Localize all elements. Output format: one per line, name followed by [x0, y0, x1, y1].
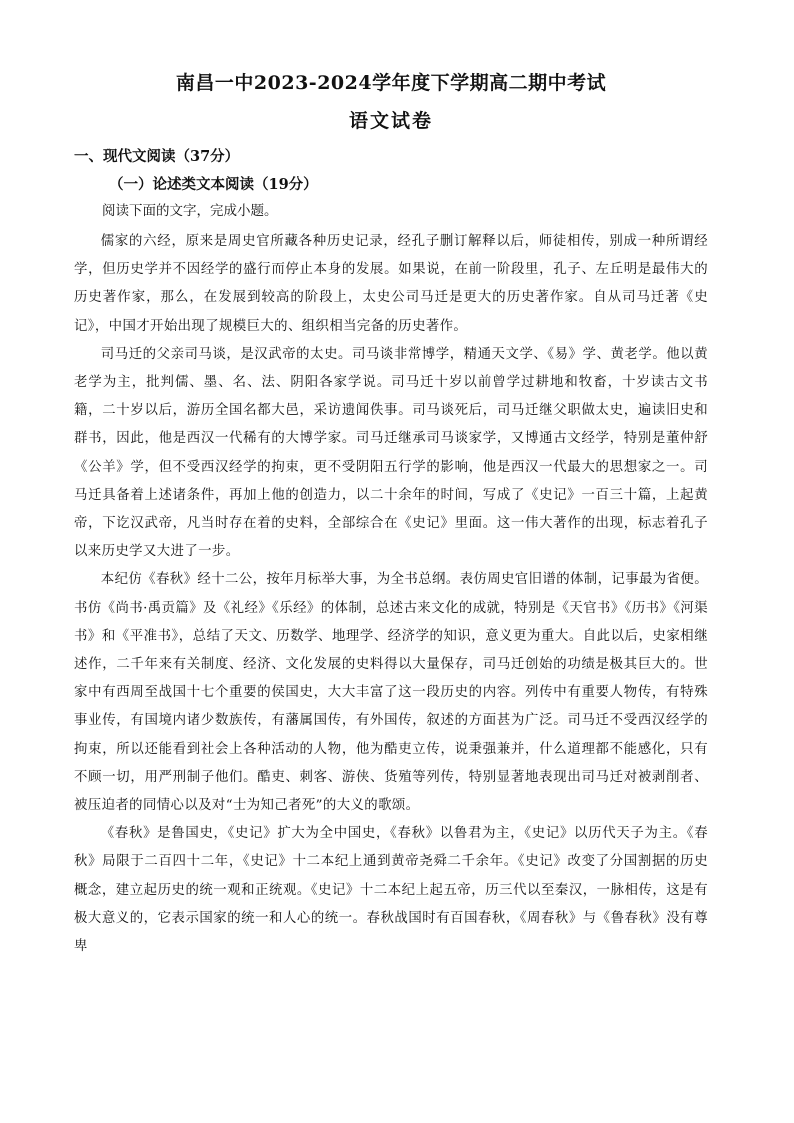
passage-paragraph-1: 儒家的六经，原来是周史官所藏各种历史记录，经孔子删订解释以后，师徒相传，别成一种所谓经学，但历史学并不因经学的盛行而停止本身的发展。如果说，在前一阶段里，孔子、左丘明是最伟大的历史著作家，那么，在发展到较高的阶段上，太史公司马迁是更大的历史著作家。自从司马迁著《史记》，中国才开始出现了规模巨大的、组织相当完备的历史著作。 — [74, 234, 708, 334]
exam-title: 南昌一中2023-2024学年度下学期高二期中考试 — [175, 72, 607, 94]
exam-subtitle: 语文试卷 — [348, 110, 433, 132]
subsection-heading: （一）论述类文本阅读（19分） — [109, 176, 318, 193]
passage-paragraph-2: 司马迁的父亲司马谈，是汉武帝的太史。司马谈非常博学，精通天文学、《易》学、黄老学。他以黄老学为主，批判儒、墨、名、法、阴阳各家学说。司马迁十岁以前曾学过耕地和牧畜，十岁读古文书籍，二十岁以后，游历全国名都大邑，采访遗闻佚事。司马谈死后，司马迁继父职做太史，遍读旧史和群书，因此，他是西汉一代稀有的大博学家。司马迁继承司马谈家学，又博通古文经学，特别是董仲舒《公羊》学，但不受西汉经学的拘束，更不受阴阳五行学的影响，他是西汉一代最大的思想家之一。司马迁具备着上述诸条件，再加上他的创造力，以二十余年的时间，写成了《史记》一百三十篇，上起黄帝，下讫汉武帝，凡当时存在着的史料，全部综合在《史记》里面。这一伟大著作的出现，标志着孔子以来历史学又大进了一步。 — [74, 346, 708, 560]
reading-instruction: 阅读下面的文字，完成小题。 — [102, 203, 278, 219]
passage-paragraph-3: 本纪仿《春秋》经十二公，按年月标举大事，为全书总纲。表仿周史官旧谱的体制，记事最为省便。书仿《尚书·禹贡篇》及《礼经》《乐经》的体制，总述古来文化的成就，特别是《天官书》《历书》《河渠书》和《平准书》，总结了天文、历数学、地理学、经济学的知识，意义更为重大。自此以后，史家相继述作，二千年来有关制度、经济、文化发展的史料得以大量保存，司马迁创始的功绩是极其巨大的。世家中有西周至战国十七个重要的侯国史，大大丰富了这一段历史的内容。列传中有重要人物传，有特殊事业传，有国境内诸少数族传，有藩属国传，有外国传，叙述的方面甚为广泛。司马迁不受西汉经学的拘束，所以还能看到社会上各种活动的人物，他为酷吏立传，说秉强兼并，什么道理都不能感化，只有不顾一切，用严刑制子他们。酷吏、刺客、游侠、货殖等列传，特别显著地表现出司马迁对被剥削者、被压迫者的同情心以及对“士为知己者死”的大义的歌颂。 — [74, 572, 708, 814]
passage-paragraph-4: 《春秋》是鲁国史，《史记》扩大为全中国史，《春秋》以鲁君为主，《史记》以历代天子为主。《春秋》局限于二百四十二年，《史记》十二本纪上通到黄帝尧舜二千余年。《史记》改变了分国割据的历史概念，建立起历史的统一观和正统观。《史记》十二本纪上起五帝，历三代以至秦汉，一脉相传，这是有极大意义的，它表示国家的统一和人心的统一。春秋战国时有百国春秋，《周春秋》与《鲁春秋》没有尊卑 — [74, 826, 708, 955]
reading-passage — [74, 228, 708, 961]
section-heading: 一、现代文阅读（37分） — [74, 148, 240, 165]
